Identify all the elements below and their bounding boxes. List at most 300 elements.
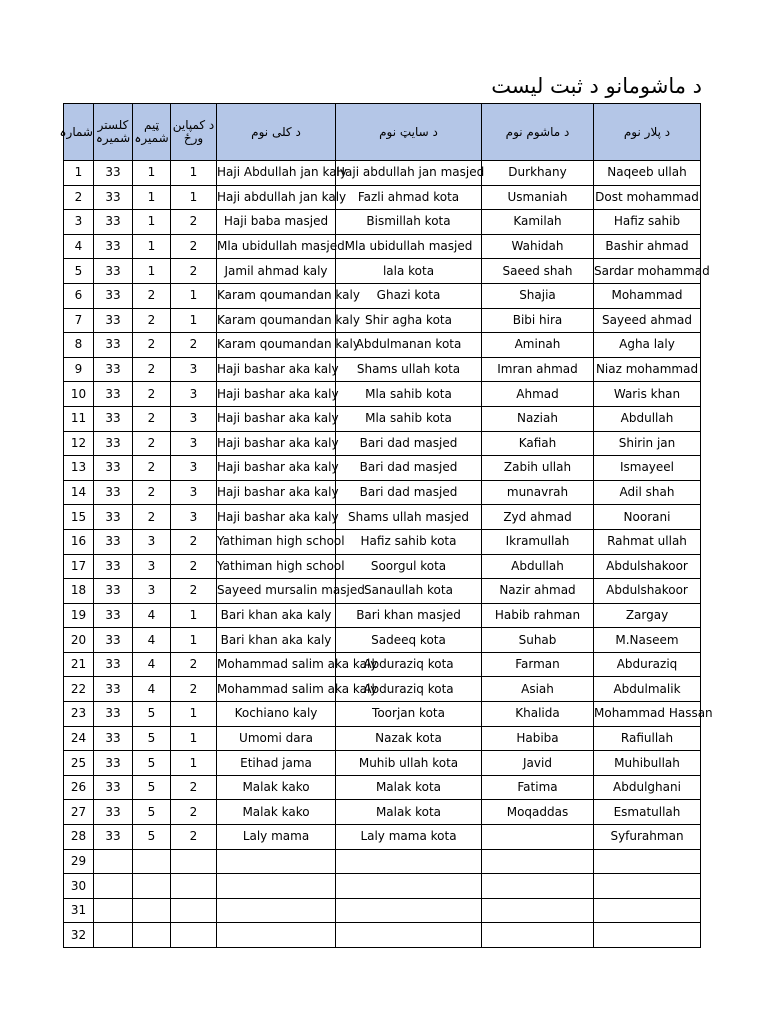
cluster-cell: [94, 923, 133, 948]
child-name-cell: Khalida: [482, 702, 594, 727]
team-cell: 5: [133, 825, 171, 850]
child-name-cell: Zabih ullah: [482, 456, 594, 481]
cluster-cell: 33: [94, 259, 133, 284]
father-name-cell: Abdulghani: [594, 775, 701, 800]
table-row: [64, 308, 701, 333]
team-cell: 2: [133, 505, 171, 530]
village-cell: Karam qoumandan kaly: [217, 283, 336, 308]
campaign-day-cell: 2: [171, 579, 217, 604]
team-cell: 4: [133, 652, 171, 677]
father-name-cell: Hafiz sahib: [594, 210, 701, 235]
cluster-cell: 33: [94, 357, 133, 382]
team-cell: [133, 898, 171, 923]
campaign-day-cell: 2: [171, 333, 217, 358]
team-cell: 2: [133, 382, 171, 407]
campaign-day-cell: 2: [171, 825, 217, 850]
table-row: [64, 775, 701, 800]
campaign-day-cell: 3: [171, 431, 217, 456]
team-cell: [133, 849, 171, 874]
row-number-cell: 12: [64, 431, 94, 456]
team-cell: 4: [133, 677, 171, 702]
table-row: [64, 874, 701, 899]
site-cell: Muhib ullah kota: [336, 751, 482, 776]
campaign-day-cell: 1: [171, 603, 217, 628]
cluster-cell: 33: [94, 579, 133, 604]
table-row: [64, 382, 701, 407]
site-cell: Mla sahib kota: [336, 382, 482, 407]
table-row: [64, 677, 701, 702]
father-name-cell: Abduraziq: [594, 652, 701, 677]
team-cell: 4: [133, 603, 171, 628]
table-row: [64, 652, 701, 677]
cluster-cell: 33: [94, 628, 133, 653]
village-cell: [217, 898, 336, 923]
village-cell: Haji abdullah jan kaly: [217, 185, 336, 210]
child-name-cell: Suhab: [482, 628, 594, 653]
team-cell: 2: [133, 456, 171, 481]
father-name-cell: [594, 923, 701, 948]
team-cell: 2: [133, 480, 171, 505]
father-name-cell: Rahmat ullah: [594, 529, 701, 554]
row-number-cell: 7: [64, 308, 94, 333]
site-cell: Abduraziq kota: [336, 652, 482, 677]
table-row: [64, 898, 701, 923]
table-row: [64, 406, 701, 431]
cluster-cell: 33: [94, 726, 133, 751]
table-row: [64, 529, 701, 554]
village-cell: [217, 849, 336, 874]
team-cell: 5: [133, 702, 171, 727]
site-cell: Laly mama kota: [336, 825, 482, 850]
village-cell: Bari khan aka kaly: [217, 628, 336, 653]
team-cell: 5: [133, 800, 171, 825]
child-name-cell: Naziah: [482, 406, 594, 431]
team-cell: 2: [133, 283, 171, 308]
father-name-cell: Adil shah: [594, 480, 701, 505]
table-body: [64, 161, 713, 948]
child-name-cell: Saeed shah: [482, 259, 594, 284]
team-cell: 1: [133, 161, 171, 186]
row-number-cell: 4: [64, 234, 94, 259]
campaign-day-cell: 2: [171, 259, 217, 284]
header-village: د کلی نوم: [217, 104, 336, 161]
site-cell: Shams ullah kota: [336, 357, 482, 382]
site-cell: Hafiz sahib kota: [336, 529, 482, 554]
child-name-cell: Ahmad: [482, 382, 594, 407]
header-row: [64, 104, 701, 161]
village-cell: Yathiman high school: [217, 554, 336, 579]
father-name-cell: Abdulshakoor: [594, 579, 701, 604]
table-row: [64, 579, 701, 604]
father-name-cell: [594, 898, 701, 923]
campaign-day-cell: 1: [171, 702, 217, 727]
campaign-day-cell: 2: [171, 652, 217, 677]
child-name-cell: [482, 923, 594, 948]
site-cell: [336, 874, 482, 899]
child-name-cell: Kamilah: [482, 210, 594, 235]
village-cell: Haji bashar aka kaly: [217, 431, 336, 456]
campaign-day-cell: 1: [171, 308, 217, 333]
table-row: [64, 161, 701, 186]
child-name-cell: Moqaddas: [482, 800, 594, 825]
cluster-cell: 33: [94, 800, 133, 825]
row-number-cell: 25: [64, 751, 94, 776]
child-name-cell: Ikramullah: [482, 529, 594, 554]
campaign-day-cell: 2: [171, 775, 217, 800]
header-child: د ماشوم نوم: [482, 104, 594, 161]
father-name-cell: [594, 849, 701, 874]
campaign-day-cell: 1: [171, 161, 217, 186]
child-name-cell: Fatima: [482, 775, 594, 800]
table-row: [64, 333, 701, 358]
team-cell: 5: [133, 775, 171, 800]
site-cell: Soorgul kota: [336, 554, 482, 579]
father-name-cell: Esmatullah: [594, 800, 701, 825]
row-number-cell: 29: [64, 849, 94, 874]
child-name-cell: Wahidah: [482, 234, 594, 259]
cluster-cell: 33: [94, 382, 133, 407]
site-cell: Mla ubidullah masjed: [336, 234, 482, 259]
registration-table: [59, 103, 713, 948]
cluster-cell: 33: [94, 603, 133, 628]
child-name-cell: Bibi hira: [482, 308, 594, 333]
row-number-cell: 6: [64, 283, 94, 308]
site-cell: Nazak kota: [336, 726, 482, 751]
cluster-cell: [94, 898, 133, 923]
site-cell: Bari dad masjed: [336, 431, 482, 456]
child-name-cell: Zyd ahmad: [482, 505, 594, 530]
campaign-day-cell: [171, 923, 217, 948]
row-number-cell: 11: [64, 406, 94, 431]
cluster-cell: 33: [94, 751, 133, 776]
row-number-cell: 1: [64, 161, 94, 186]
team-cell: [133, 874, 171, 899]
child-name-cell: [482, 849, 594, 874]
village-cell: Haji bashar aka kaly: [217, 406, 336, 431]
team-cell: 2: [133, 357, 171, 382]
village-cell: Haji Abdullah jan kaly: [217, 161, 336, 186]
village-cell: Umomi dara: [217, 726, 336, 751]
village-cell: [217, 923, 336, 948]
site-cell: Malak kota: [336, 800, 482, 825]
campaign-day-cell: 2: [171, 210, 217, 235]
team-cell: 1: [133, 259, 171, 284]
team-cell: 2: [133, 406, 171, 431]
child-name-cell: Shajia: [482, 283, 594, 308]
cluster-cell: [94, 874, 133, 899]
table-row: [64, 849, 701, 874]
father-name-cell: Waris khan: [594, 382, 701, 407]
cluster-cell: 33: [94, 480, 133, 505]
table-row: [64, 702, 701, 727]
campaign-day-cell: [171, 849, 217, 874]
cluster-cell: 33: [94, 554, 133, 579]
campaign-day-cell: 2: [171, 529, 217, 554]
table-row: [64, 185, 701, 210]
campaign-day-cell: 2: [171, 554, 217, 579]
site-cell: Bismillah kota: [336, 210, 482, 235]
father-name-cell: Mohammad: [594, 283, 701, 308]
table-row: [64, 751, 701, 776]
cluster-cell: 33: [94, 775, 133, 800]
father-name-cell: Dost mohammad: [594, 185, 701, 210]
campaign-day-cell: 3: [171, 505, 217, 530]
father-name-cell: Sayeed ahmad: [594, 308, 701, 333]
father-name-cell: Zargay: [594, 603, 701, 628]
table-row: [64, 259, 701, 284]
father-name-cell: Abdulmalik: [594, 677, 701, 702]
row-number-cell: 10: [64, 382, 94, 407]
row-number-cell: 22: [64, 677, 94, 702]
site-cell: [336, 923, 482, 948]
village-cell: Haji bashar aka kaly: [217, 382, 336, 407]
campaign-day-cell: 2: [171, 234, 217, 259]
site-cell: Sanaullah kota: [336, 579, 482, 604]
table-row: [64, 456, 701, 481]
header-father: د پلار نوم: [594, 104, 701, 161]
site-cell: [336, 849, 482, 874]
village-cell: Haji bashar aka kaly: [217, 456, 336, 481]
team-cell: 1: [133, 234, 171, 259]
father-name-cell: Agha laly: [594, 333, 701, 358]
village-cell: Sayeed mursalin masjed: [217, 579, 336, 604]
campaign-day-cell: 3: [171, 406, 217, 431]
site-cell: Abduraziq kota: [336, 677, 482, 702]
village-cell: Mohammad salim aka kaly: [217, 677, 336, 702]
row-number-cell: 5: [64, 259, 94, 284]
table-row: [64, 357, 701, 382]
cluster-cell: 33: [94, 702, 133, 727]
row-number-cell: 24: [64, 726, 94, 751]
site-cell: Ghazi kota: [336, 283, 482, 308]
child-name-cell: munavrah: [482, 480, 594, 505]
row-number-cell: 21: [64, 652, 94, 677]
cluster-cell: 33: [94, 677, 133, 702]
table-row: [64, 554, 701, 579]
child-name-cell: [482, 898, 594, 923]
row-number-cell: 8: [64, 333, 94, 358]
cluster-cell: 33: [94, 210, 133, 235]
village-cell: Laly mama: [217, 825, 336, 850]
sheet-title: د ماشومانو د ثبت لیست: [491, 74, 702, 98]
site-cell: Sadeeq kota: [336, 628, 482, 653]
campaign-day-cell: [171, 874, 217, 899]
father-name-cell: Syfurahman: [594, 825, 701, 850]
row-number-cell: 32: [64, 923, 94, 948]
table-row: [64, 726, 701, 751]
father-name-cell: Bashir ahmad: [594, 234, 701, 259]
table-row: [64, 800, 701, 825]
header-team: ټیم شمیرہ: [133, 104, 171, 161]
site-cell: Mla sahib kota: [336, 406, 482, 431]
child-name-cell: [482, 825, 594, 850]
father-name-cell: Noorani: [594, 505, 701, 530]
campaign-day-cell: 3: [171, 357, 217, 382]
father-name-cell: Niaz mohammad: [594, 357, 701, 382]
table-row: [64, 283, 701, 308]
father-name-cell: Rafiullah: [594, 726, 701, 751]
child-name-cell: [482, 874, 594, 899]
campaign-day-cell: 3: [171, 456, 217, 481]
child-name-cell: Habib rahman: [482, 603, 594, 628]
team-cell: [133, 923, 171, 948]
site-cell: Haji abdullah jan masjed: [336, 161, 482, 186]
child-name-cell: Habiba: [482, 726, 594, 751]
team-cell: 2: [133, 431, 171, 456]
team-cell: 5: [133, 726, 171, 751]
father-name-cell: Shirin jan: [594, 431, 701, 456]
row-number-cell: 20: [64, 628, 94, 653]
child-name-cell: Kafiah: [482, 431, 594, 456]
village-cell: Mla ubidullah masjed: [217, 234, 336, 259]
table-row: [64, 431, 701, 456]
village-cell: Bari khan aka kaly: [217, 603, 336, 628]
child-name-cell: Imran ahmad: [482, 357, 594, 382]
village-cell: Haji bashar aka kaly: [217, 505, 336, 530]
row-number-cell: 23: [64, 702, 94, 727]
father-name-cell: Abdullah: [594, 406, 701, 431]
site-cell: Abdulmanan kota: [336, 333, 482, 358]
village-cell: Mohammad salim aka kaly: [217, 652, 336, 677]
row-number-cell: 17: [64, 554, 94, 579]
row-number-cell: 15: [64, 505, 94, 530]
father-name-cell: Ismayeel: [594, 456, 701, 481]
cluster-cell: 33: [94, 406, 133, 431]
village-cell: Etihad jama: [217, 751, 336, 776]
table-row: [64, 628, 701, 653]
team-cell: 5: [133, 751, 171, 776]
table-row: [64, 603, 701, 628]
campaign-day-cell: 2: [171, 800, 217, 825]
row-number-cell: 30: [64, 874, 94, 899]
campaign-day-cell: 1: [171, 628, 217, 653]
row-number-cell: 28: [64, 825, 94, 850]
village-cell: Jamil ahmad kaly: [217, 259, 336, 284]
team-cell: 3: [133, 579, 171, 604]
village-cell: Karam qoumandan kaly: [217, 308, 336, 333]
cluster-cell: 33: [94, 529, 133, 554]
row-number-cell: 27: [64, 800, 94, 825]
cluster-cell: 33: [94, 234, 133, 259]
site-cell: lala kota: [336, 259, 482, 284]
father-name-cell: Abdulshakoor: [594, 554, 701, 579]
cluster-cell: 33: [94, 161, 133, 186]
village-cell: Malak kako: [217, 800, 336, 825]
cluster-cell: 33: [94, 431, 133, 456]
father-name-cell: [594, 874, 701, 899]
row-number-cell: 18: [64, 579, 94, 604]
village-cell: Malak kako: [217, 775, 336, 800]
father-name-cell: Naqeeb ullah: [594, 161, 701, 186]
table-row: [64, 825, 701, 850]
child-name-cell: Usmaniah: [482, 185, 594, 210]
campaign-day-cell: 1: [171, 283, 217, 308]
child-name-cell: Farman: [482, 652, 594, 677]
child-name-cell: Nazir ahmad: [482, 579, 594, 604]
table-row: [64, 923, 701, 948]
table-row: [64, 210, 701, 235]
row-number-cell: 19: [64, 603, 94, 628]
cluster-cell: 33: [94, 283, 133, 308]
campaign-day-cell: 2: [171, 677, 217, 702]
child-name-cell: Durkhany: [482, 161, 594, 186]
cluster-cell: [94, 849, 133, 874]
cluster-cell: 33: [94, 825, 133, 850]
row-number-cell: 13: [64, 456, 94, 481]
team-cell: 4: [133, 628, 171, 653]
header-number: شمارہ: [64, 104, 94, 161]
header-cluster: کلستر شمیرہ: [94, 104, 133, 161]
cluster-cell: 33: [94, 505, 133, 530]
cluster-cell: 33: [94, 333, 133, 358]
site-cell: Toorjan kota: [336, 702, 482, 727]
village-cell: Kochiano kaly: [217, 702, 336, 727]
header-campaign-day: د کمپاین ورځ: [171, 104, 217, 161]
site-cell: Bari khan masjed: [336, 603, 482, 628]
village-cell: Karam qoumandan kaly: [217, 333, 336, 358]
cluster-cell: 33: [94, 456, 133, 481]
row-number-cell: 2: [64, 185, 94, 210]
campaign-day-cell: 1: [171, 726, 217, 751]
father-name-cell: M.Naseem: [594, 628, 701, 653]
village-cell: Haji bashar aka kaly: [217, 480, 336, 505]
team-cell: 1: [133, 185, 171, 210]
village-cell: Haji bashar aka kaly: [217, 357, 336, 382]
cluster-cell: 33: [94, 308, 133, 333]
row-number-cell: 26: [64, 775, 94, 800]
child-name-cell: Asiah: [482, 677, 594, 702]
row-number-cell: 31: [64, 898, 94, 923]
village-cell: [217, 874, 336, 899]
table-row: [64, 234, 701, 259]
village-cell: Yathiman high school: [217, 529, 336, 554]
team-cell: 3: [133, 529, 171, 554]
team-cell: 2: [133, 333, 171, 358]
header-site: د سایټ نوم: [336, 104, 482, 161]
campaign-day-cell: [171, 898, 217, 923]
campaign-day-cell: 1: [171, 185, 217, 210]
father-name-cell: Sardar mohammad: [594, 259, 701, 284]
cluster-cell: 33: [94, 185, 133, 210]
team-cell: 1: [133, 210, 171, 235]
row-number-cell: 16: [64, 529, 94, 554]
father-name-cell: Mohammad Hassan: [594, 702, 701, 727]
child-name-cell: Javid: [482, 751, 594, 776]
site-cell: Bari dad masjed: [336, 480, 482, 505]
campaign-day-cell: 3: [171, 382, 217, 407]
team-cell: 3: [133, 554, 171, 579]
child-name-cell: Abdullah: [482, 554, 594, 579]
site-cell: Fazli ahmad kota: [336, 185, 482, 210]
father-name-cell: Muhibullah: [594, 751, 701, 776]
row-number-cell: 9: [64, 357, 94, 382]
campaign-day-cell: 1: [171, 751, 217, 776]
site-cell: Shir agha kota: [336, 308, 482, 333]
site-cell: Malak kota: [336, 775, 482, 800]
child-name-cell: Aminah: [482, 333, 594, 358]
village-cell: Haji baba masjed: [217, 210, 336, 235]
site-cell: Bari dad masjed: [336, 456, 482, 481]
site-cell: [336, 898, 482, 923]
table-row: [64, 505, 701, 530]
row-number-cell: 14: [64, 480, 94, 505]
team-cell: 2: [133, 308, 171, 333]
site-cell: Shams ullah masjed: [336, 505, 482, 530]
campaign-day-cell: 3: [171, 480, 217, 505]
row-number-cell: 3: [64, 210, 94, 235]
cluster-cell: 33: [94, 652, 133, 677]
table-row: [64, 480, 701, 505]
